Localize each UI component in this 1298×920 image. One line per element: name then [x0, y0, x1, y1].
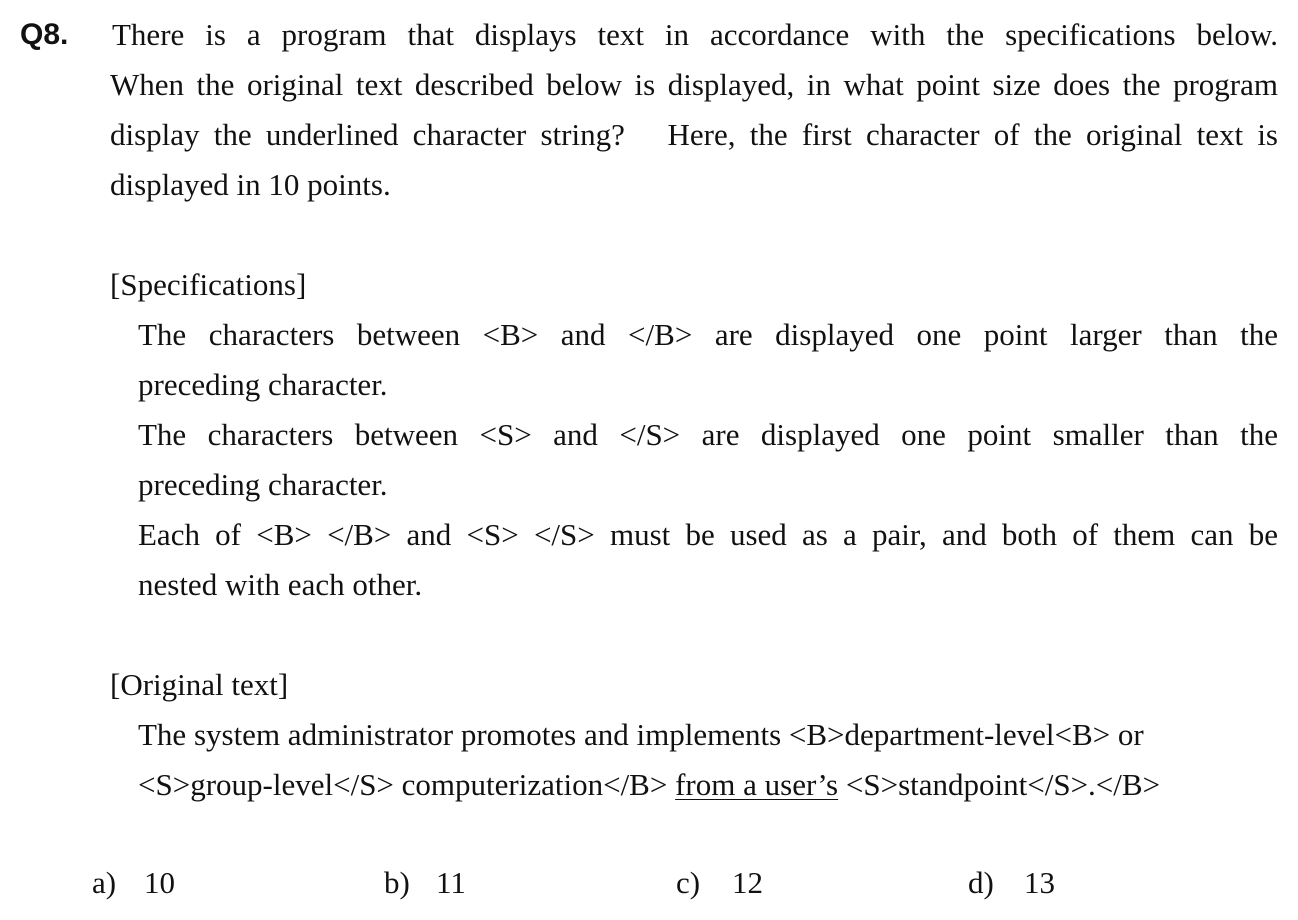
original-text-line-2-before: <S>group-level</S> computerization</B> [138, 767, 676, 802]
option-b-label: b) [384, 865, 410, 900]
option-a-value: 10 [144, 865, 175, 900]
option-b[interactable] [384, 864, 466, 902]
option-d-value: 13 [1024, 865, 1055, 900]
original-text-line-2 [138, 766, 1160, 804]
underlined-string: from a user’s [675, 767, 839, 802]
option-c-label: c) [676, 865, 701, 900]
original-text-line-2-after: <S>standpoint</S>.</B> [838, 767, 1161, 802]
question-line-2: When the original text described below is displayed, in what point size does the program [110, 67, 1278, 102]
spec-line-6: nested with each other. [138, 567, 423, 602]
option-c-value: 12 [732, 865, 763, 900]
question-line-3: display the underlined character string? Here, the first character of the original text is [110, 117, 1278, 152]
option-c[interactable] [676, 864, 763, 902]
spec-line-2: preceding character. [138, 367, 388, 402]
option-b-value: 11 [436, 865, 466, 900]
option-d-label: d) [968, 865, 994, 900]
spec-line-5: Each of <B> </B> and <S> </S> must be used as a pair, and both of them can be [138, 517, 1278, 552]
spec-line-1: The characters between <B> and </B> are displayed one point larger than the [138, 317, 1278, 352]
option-a-label: a) [92, 865, 117, 900]
question-line-1: There is a program that displays text in accordance with the specifications below. [112, 17, 1278, 52]
question-number: Q8. [20, 18, 69, 51]
specifications-heading: [Specifications] [110, 267, 307, 302]
option-d[interactable] [968, 864, 1055, 902]
original-text-line-1: The system administrator promotes and implements <B>department-level<B> or [138, 717, 1144, 752]
original-text-heading: [Original text] [110, 667, 289, 702]
spec-line-3: The characters between <S> and </S> are displayed one point smaller than the [138, 417, 1278, 452]
option-a[interactable] [92, 864, 175, 902]
question-line-4: displayed in 10 points. [110, 167, 391, 202]
spec-line-4: preceding character. [138, 467, 388, 502]
